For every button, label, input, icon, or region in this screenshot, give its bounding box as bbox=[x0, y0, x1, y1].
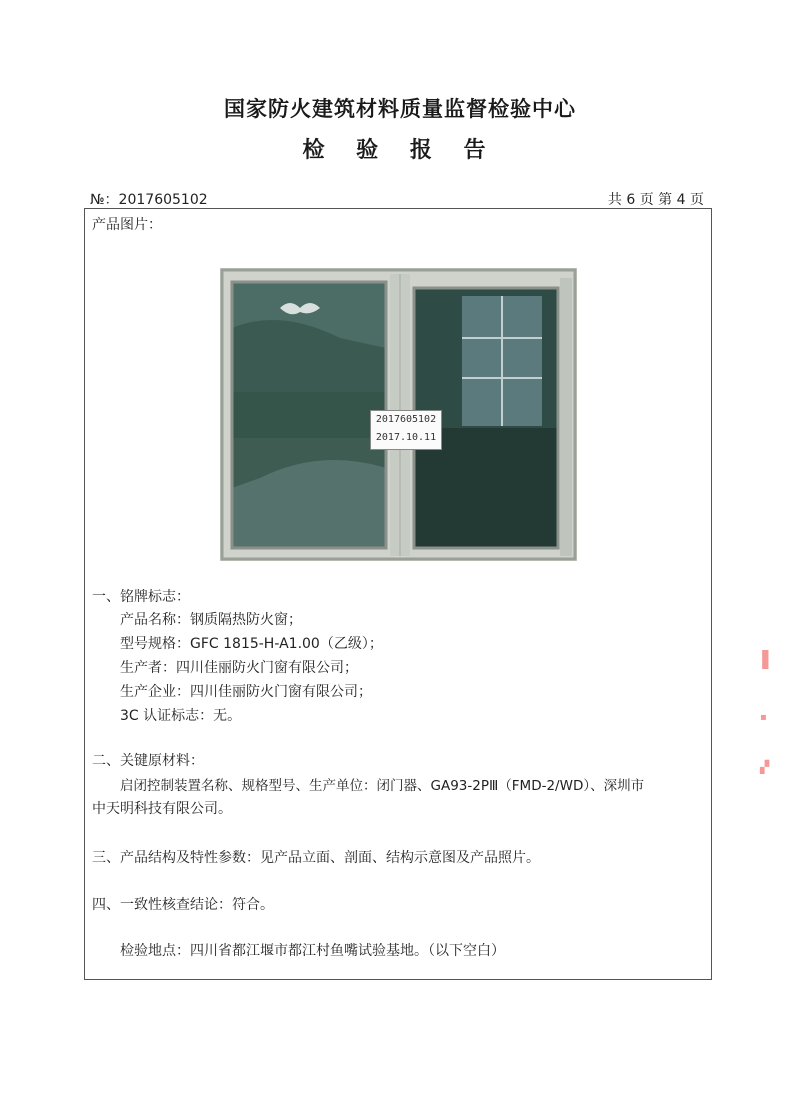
seal-fragment: ▪ bbox=[760, 712, 767, 723]
sample-tag-number: 2017605102 bbox=[375, 414, 437, 425]
report-number: №：2017605102 bbox=[90, 192, 208, 208]
test-location: 检验地点：四川省都江堰市都江村鱼嘴试验基地。（以下空白） bbox=[120, 943, 505, 959]
page-info: 共 6 页 第 4 页 bbox=[607, 192, 704, 208]
section4: 四、一致性核查结论：符合。 bbox=[92, 897, 274, 913]
sample-tag bbox=[370, 410, 442, 450]
section1-heading: 一、铭牌标志： bbox=[92, 589, 190, 605]
model-spec: 型号规格：GFC 1815-H-A1.00（乙级）； bbox=[120, 636, 383, 652]
seal-fragment: ▐ bbox=[756, 650, 769, 669]
document-title: 检 验 报 告 bbox=[302, 138, 498, 163]
producer: 生产者：四川佳丽防火门窗有限公司； bbox=[120, 660, 358, 676]
photo-caption: 产品图片： bbox=[92, 217, 162, 233]
seal-fragment: ▞ bbox=[760, 760, 770, 774]
cert-mark: 3C 认证标志：无。 bbox=[120, 708, 242, 724]
section3: 三、产品结构及特性参数：见产品立面、剖面、结构示意图及产品照片。 bbox=[92, 850, 540, 866]
product-name: 产品名称：钢质隔热防火窗； bbox=[120, 612, 302, 628]
section2-line1: 启闭控制装置名称、规格型号、生产单位：闭门器、GA93-2PⅢ（FMD-2/WD）、深圳市 bbox=[120, 778, 645, 794]
section2-heading: 二、关键原材料： bbox=[92, 753, 204, 769]
product-photo bbox=[220, 268, 577, 561]
org-title: 国家防火建筑材料质量监督检验中心 bbox=[224, 97, 576, 121]
section2-line2: 中天明科技有限公司。 bbox=[92, 801, 232, 817]
sample-tag-date: 2017.10.11 bbox=[375, 432, 437, 443]
enterprise: 生产企业：四川佳丽防火门窗有限公司； bbox=[120, 684, 372, 700]
